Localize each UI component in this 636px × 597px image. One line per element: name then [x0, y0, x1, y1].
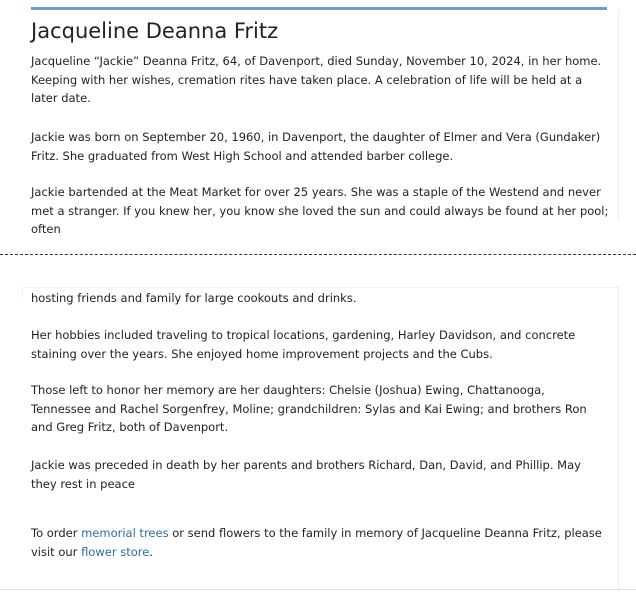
obituary-paragraph: Jackie bartended at the Meat Market for over 25 years. She was a staple of the Westend and never met a stranger. If you knew her, you know she loved the sun and could always be found at her pool; often: [31, 185, 609, 236]
obituary-paragraph: hosting friends and family for large cookouts and drinks.: [31, 291, 357, 305]
memorial-note-text: .: [149, 544, 153, 559]
obituary-title: Jacqueline Deanna Fritz: [31, 19, 279, 43]
obituary-paragraph: Those left to honor her memory are her daughters: Chelsie (Joshua) Ewing, Chattanooga, Tennessee and Rachel Sorgenfrey, Moline; grandchildren: Sylas and Kai Ewing; and brothers Ron and Greg Fritz, both of Davenport.: [31, 383, 587, 434]
memorial-note-text: or send flowers to the family in memory of Jacqueline Deanna Fritz, please visit our: [31, 526, 602, 559]
obituary-paragraph: Jackie was preceded in death by her parents and brothers Richard, Dan, David, and Phillip. May they rest in peace: [31, 458, 581, 491]
footer-divider: [0, 589, 636, 590]
obituary-paragraph: Her hobbies included traveling to tropical locations, gardening, Harley Davidson, and concrete staining over the years. She enjoyed home improvement projects and the Cubs.: [31, 328, 576, 361]
panel-border: [618, 10, 619, 220]
page-break-divider: [0, 254, 636, 255]
panel-border: [22, 287, 23, 297]
obituary-paragraph: Jackie was born on September 20, 1960, in Davenport, the daughter of Elmer and Vera (Gundaker) Fritz. She graduated from West High School and attended barber college.: [31, 130, 601, 163]
title-accent-rule: [31, 7, 607, 10]
memorial-note-text: To order: [31, 526, 82, 540]
panel-border: [618, 287, 619, 590]
memorial-order-note: [31, 524, 611, 561]
obituary-paragraph: Jacqueline “Jackie” Deanna Fritz, 64, of Davenport, died Sunday, November 10, 2024, in her home. Keeping with her wishes, cremation rites have taken place. A celebration of life will be held at a later date.: [31, 54, 602, 105]
panel-border: [22, 287, 618, 288]
memorial-trees-link[interactable]: memorial trees: [81, 526, 169, 540]
flower-store-link[interactable]: flower store: [81, 544, 150, 559]
